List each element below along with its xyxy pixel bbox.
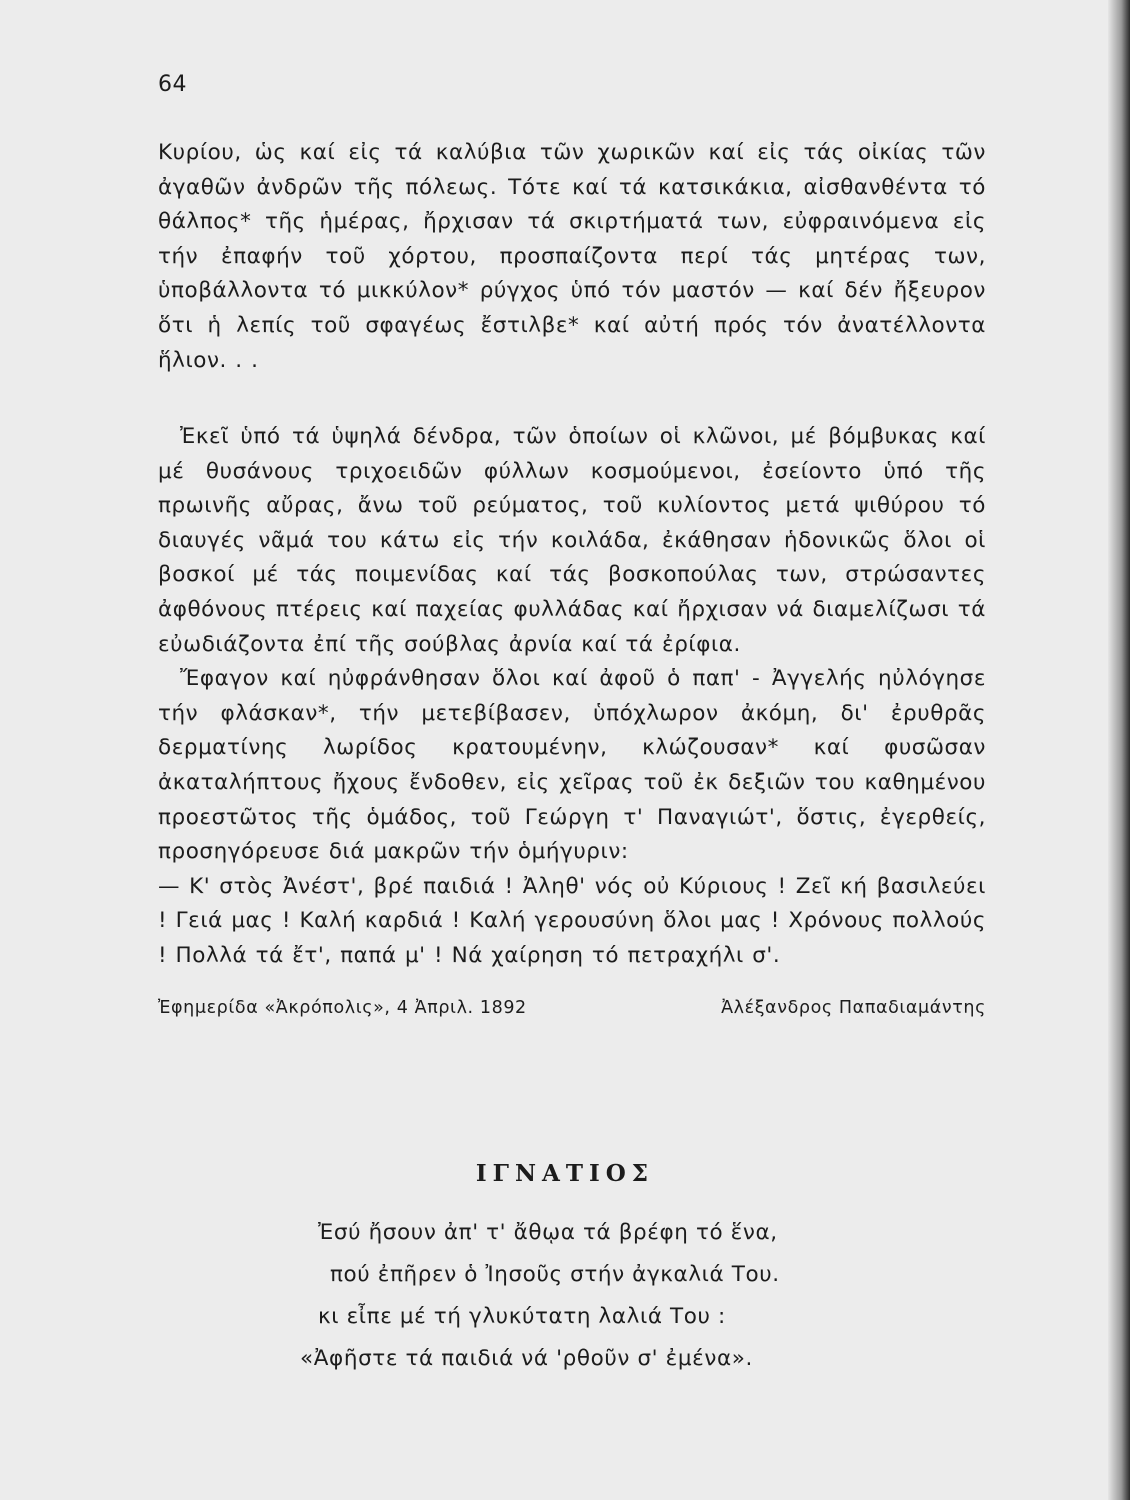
poem-line: πού ἐπῆρεν ὁ Ἰησοῦς στήν ἀγκαλιά Του. bbox=[330, 1262, 780, 1287]
paragraph-1 bbox=[158, 136, 986, 378]
poem-title: ΙΓΝΑΤΙΟΣ bbox=[475, 1160, 655, 1187]
poem-body bbox=[0, 1212, 1130, 1380]
paragraph-text: Ἔφαγον καί ηὐφράνθησαν ὅλοι καί ἀφοῦ ὁ παπ' - Ἀγγελής ηὐλόγησε τήν φλάσκαν*, τήν μετεβίβασεν, ὑπόχλωρον ἀκόμη, δι' ἐρυθρᾶς δερματίνης λωρίδος κρατουμένην, κλώζουσαν* καί φυσῶσαν ἀκαταλήπτους ἤχους ἔνδοθεν, εἰς χεῖρας τοῦ ἐκ δεξιῶν του καθημένου προεστῶτος τῆς ὁμάδος, τοῦ Γεώργη τ' Παναγιώτ', ὅστις, ἐγερθείς, προσηγόρευσε διά μακρῶν τήν ὁμήγυριν: bbox=[158, 666, 986, 865]
poem-line: «Ἀφῆστε τά παιδιά νά 'ρθοῦν σ' ἐμένα». bbox=[300, 1346, 753, 1371]
paragraph-text: Κυρίου, ὡς καί εἰς τά καλύβια τῶν χωρικῶν καί εἰς τάς οἰκίας τῶν ἀγαθῶν ἀνδρῶν τῆς πόλεως. Τότε καί τά κατσικάκια, αἰσθανθέντα τό θάλπος* τῆς ἡμέρας, ἤρχισαν τά σκιρτήματά των, εὐφραινόμενα εἰς τήν ἐπαφήν τοῦ χόρτου, προσπαίζοντα περί τάς μητέρας των, ὑποβάλλοντα τό μικκύλον* ρύγχος ὑπό τόν μαστόν — καί δέν ἤξευρον ὅτι ἡ λεπίς τοῦ σφαγέως ἔστιλβε* καί αὐτή πρός τόν ἀνατέλλοντα ἥλιον. . . bbox=[158, 140, 986, 373]
dialogue-paragraph: — Κ' στὸς Ἀνέστ', βρέ παιδιά ! Ἀληθ' νός οὐ Κύριους ! Ζεῖ κή βασιλεύει ! Γειά μας ! Καλή καρδιά ! Καλή γερουσύνη ὅλοι μας ! Χρόνους πολλούς ! Πολλά τά ἔτ', παπά μ' ! Νά χαίρηση τό πετραχήλι σ'. bbox=[158, 873, 986, 968]
page-number: 64 bbox=[158, 72, 187, 97]
author-name: Ἀλέξανδρος Παπαδιαμάντης bbox=[721, 998, 986, 1018]
attribution-row bbox=[158, 998, 986, 1018]
poem-line: κι εἶπε μέ τή γλυκύτατη λαλιά Του : bbox=[318, 1304, 726, 1329]
poem-line: Ἐσύ ἤσουν ἀπ' τ' ἄθῳα τά βρέφη τό ἕνα, bbox=[318, 1220, 778, 1245]
paragraph-text: Ἐκεῖ ὑπό τά ὑψηλά δένδρα, τῶν ὁποίων οἱ κλῶνοι, μέ βόμβυκας καί μέ θυσάνους τριχοειδῶν φύλλων κοσμούμενοι, ἐσείοντο ὑπό τῆς πρωινῆς αὔρας, ἄνω τοῦ ρεύματος, τοῦ κυλίοντος μετά ψιθύρου τό διαυγές νᾶμά του κάτω εἰς τήν κοιλάδα, ἐκάθησαν ἡδονικῶς ὅλοι οἱ βοσκοί μέ τάς ποιμενίδας καί τάς βοσκοπούλας των, στρώσαντες ἀφθόνους πτέρεις καί παχείας φυλλάδας καί ἤρχισαν νά διαμελίζωσι τά εὐωδιάζοντα ἐπί τῆς σούβλας ἀρνία καί τά ἐρίφια. bbox=[158, 424, 986, 657]
source-citation: Ἐφημερίδα «Ἀκρόπολις», 4 Ἀπριλ. 1892 bbox=[158, 998, 527, 1018]
paragraph-2 bbox=[158, 420, 986, 974]
